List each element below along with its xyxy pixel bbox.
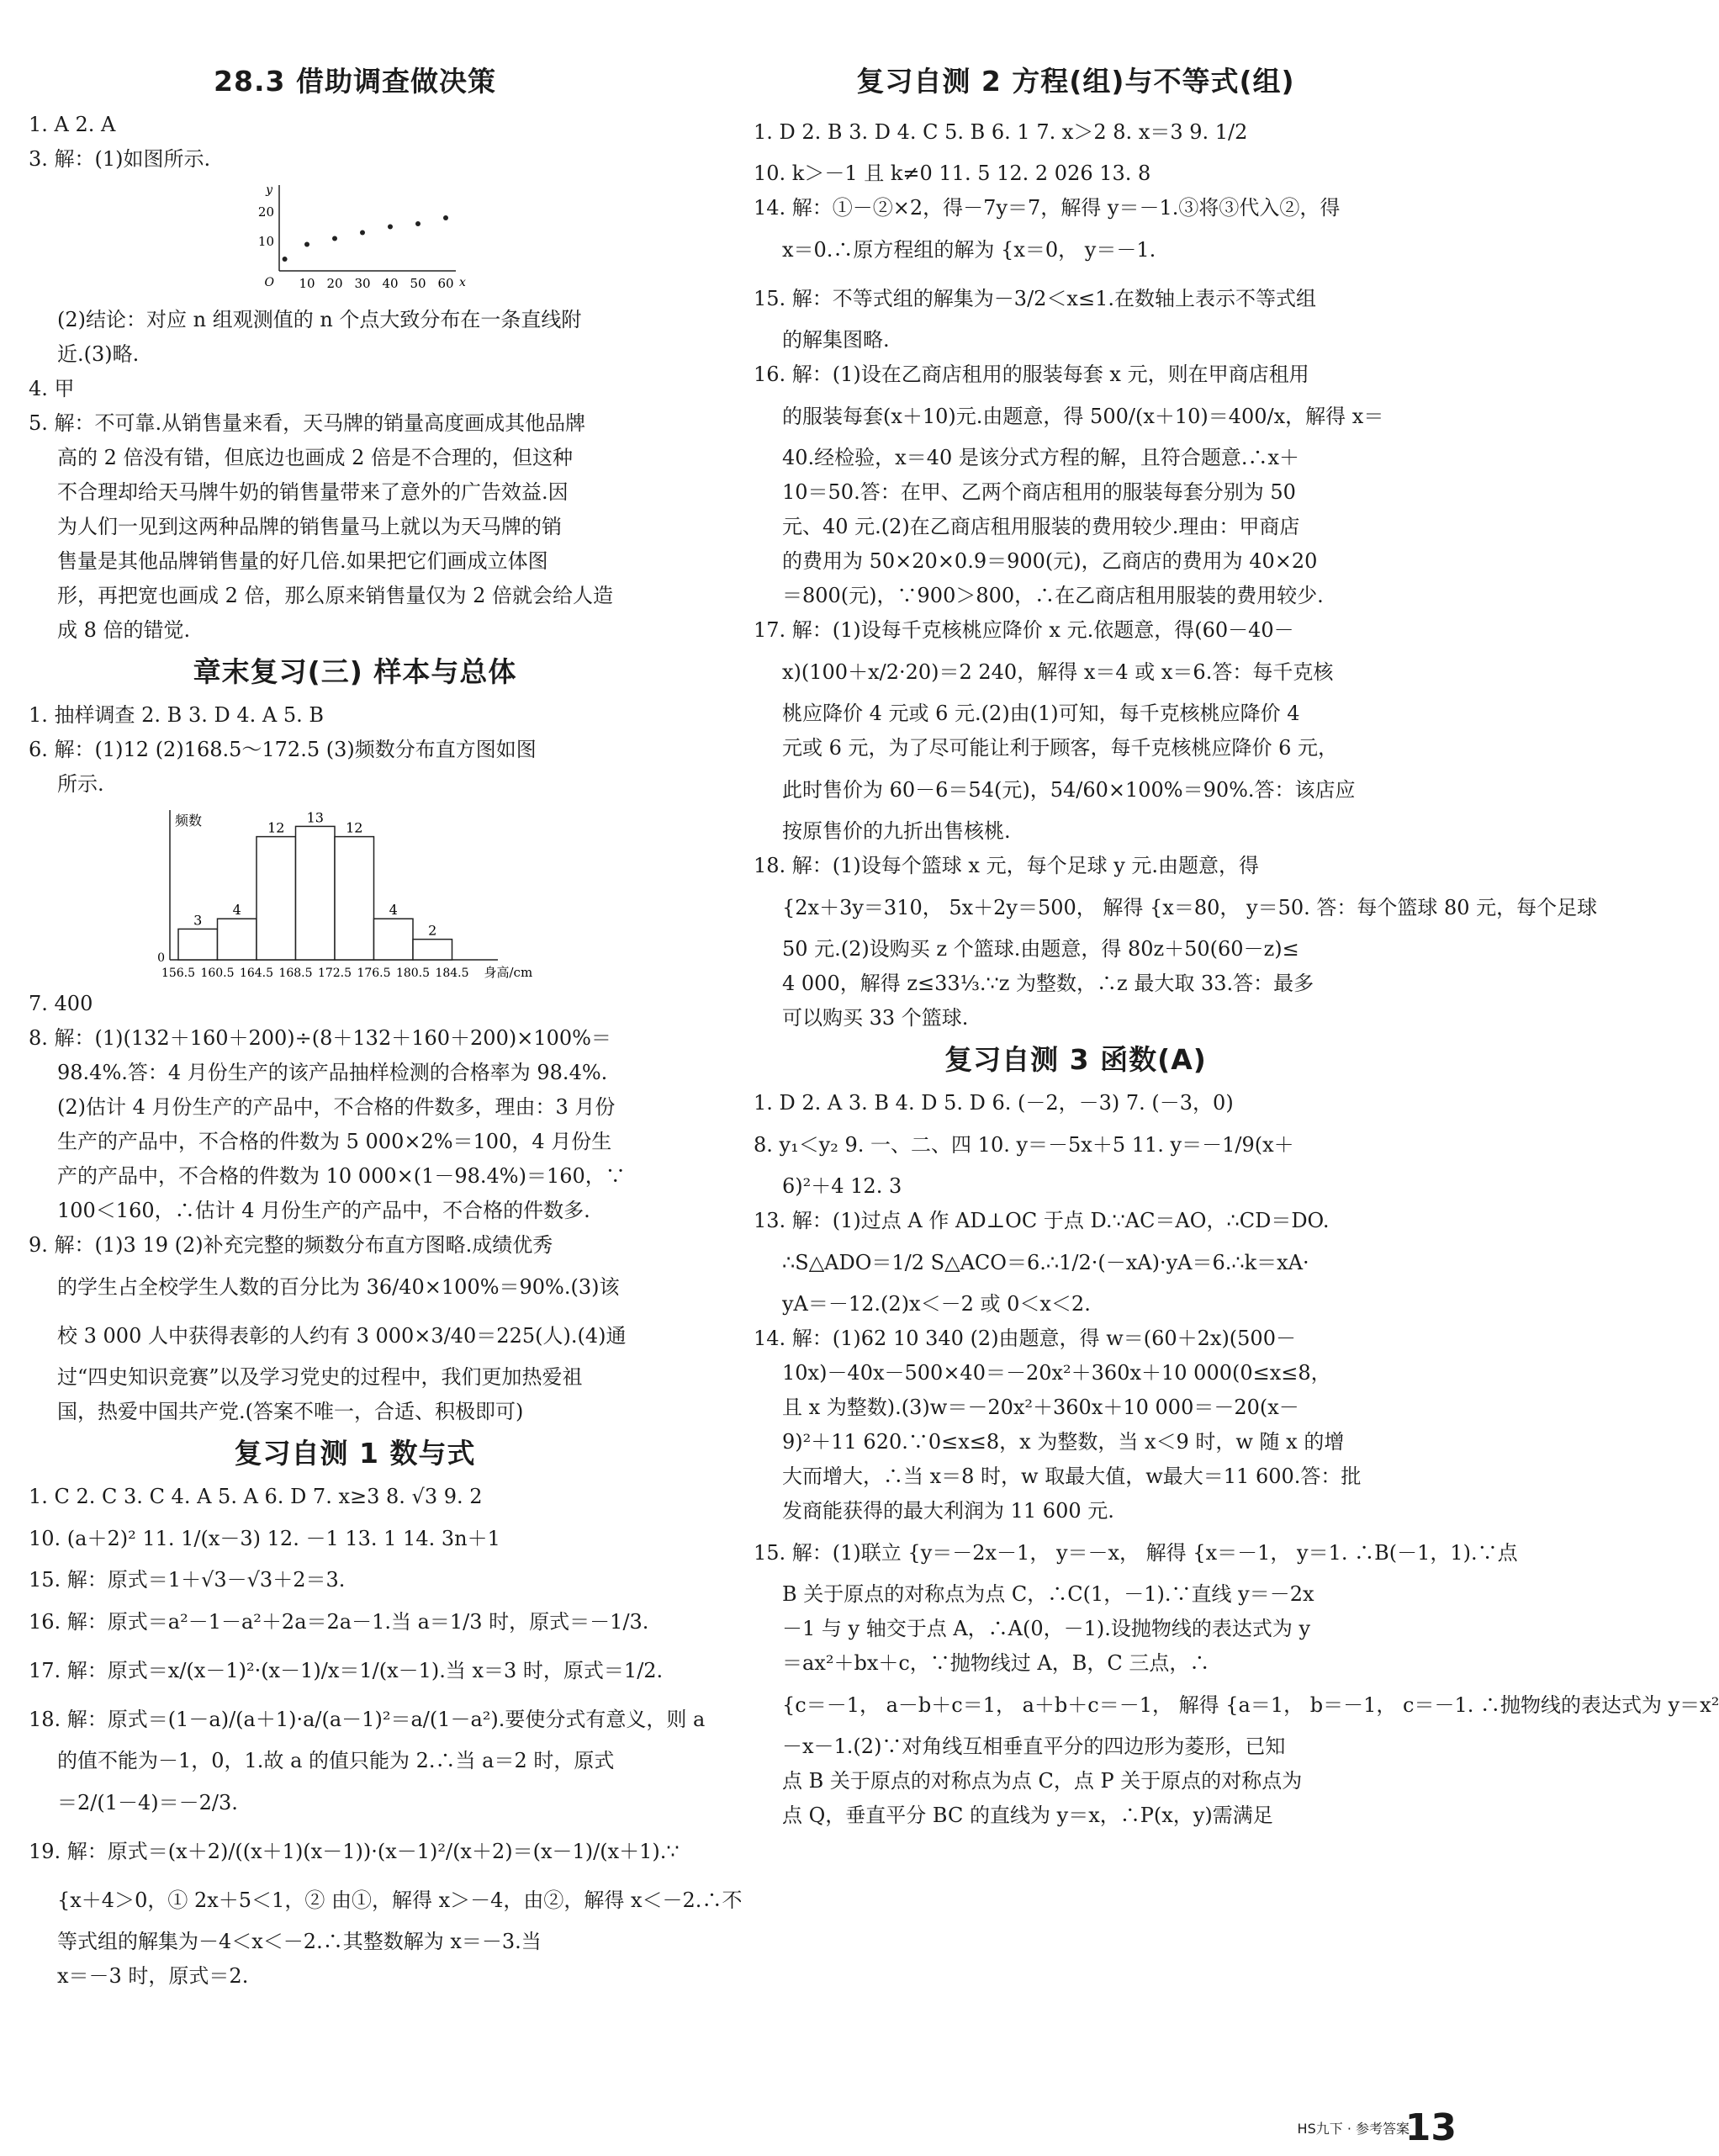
answer-line: (2)估计 4 月份生产的产品中，不合格的件数多，理由：3 月份 [57,1095,616,1119]
answer-line: 1. D 2. A 3. B 4. D 5. D 6. (－2，－3) 7. (－3，0) [754,1091,1234,1115]
scatter-point [304,242,309,247]
answer-line: 100＜160，∴估计 4 月份生产的产品中，不合格的件数多. [57,1199,590,1222]
x-tick-label: 156.5 [161,967,196,980]
section-title: 章末复习(三) 样本与总体 [193,655,517,688]
answer-line: {2x＋3y＝310， 5x＋2y＝500， 解得 {x＝80， y＝50. 答：每个篮球 80 元，每个足球 [782,896,1598,919]
answer-line: ∴S△ADO＝1/2 S△ACO＝6.∴1/2·(－xA)·yA＝6.∴k＝xA· [782,1251,1309,1274]
x-axis-label: 身高/cm [484,965,533,980]
x-tick-label: 164.5 [239,967,274,980]
answer-line: ＝800(元)，∵900＞800，∴在乙商店租用服装的费用较少. [782,584,1324,607]
answer-line: 14. 解：(1)62 10 340 (2)由题意，得 w＝(60＋2x)(500－ [754,1327,1296,1350]
answer-line: 1. 抽样调查 2. B 3. D 4. A 5. B [29,703,324,727]
answer-line: 10. (a＋2)² 11. 1/(x－3) 12. －1 13. 1 14. 3n＋1 [29,1527,500,1550]
answer-line: 6. 解：(1)12 (2)168.5～172.5 (3)频数分布直方图如图 [29,738,537,761]
answer-line: 4 000，解得 z≤33⅓.∵z 为整数，∴z 最大取 33.答：最多 [782,972,1314,995]
scatter-point [283,257,288,262]
answer-line: x)(100＋x/2·20)＝2 240，解得 x＝4 或 x＝6.答：每千克核 [782,660,1334,684]
answer-line: 不合理却给天马牌牛奶的销售量带来了意外的广告效益.因 [57,480,569,504]
answer-line: 17. 解：(1)设每千克核桃应降价 x 元.依题意，得(60－40－ [754,618,1294,642]
answer-line: 过“四史知识竞赛”以及学习党史的过程中，我们更加热爱祖 [57,1365,583,1389]
answer-line: yA＝－12.(2)x＜－2 或 0＜x＜2. [782,1292,1091,1316]
left-column [29,57,743,1994]
answer-line: －1 与 y 轴交于点 A，∴A(0，－1).设抛物线的表达式为 y [782,1617,1311,1640]
x-tick-label: 40 [382,276,399,291]
y-axis-label: 频数 [175,813,203,829]
answer-line: 16. 解：原式＝a²－1－a²＋2a＝2a－1.当 a＝1/3 时，原式＝－1/3. [29,1610,649,1634]
answer-line: 14. 解：①－②×2，得－7y＝7，解得 y＝－1.③将③代入②，得 [754,196,1341,220]
x-tick-label: 180.5 [395,967,431,980]
bar-value-label: 12 [346,819,363,836]
bar-value-label: 4 [232,902,241,919]
answer-line: 50 元.(2)设购买 z 个篮球.由题意，得 80z＋50(60－z)≤ [782,937,1299,961]
answer-line: －x－1.(2)∵对角线互相垂直平分的四边形为菱形，已知 [782,1735,1286,1758]
answer-line: 15. 解：原式＝1＋√3－√3＋2＝3. [29,1568,346,1592]
answer-line: 1. D 2. B 3. D 4. C 5. B 6. 1 7. x＞2 8. x＝3 9. 1/2 [754,120,1248,144]
section-title: 复习自测 1 数与式 [234,1437,476,1470]
answer-line: 大而增大，∴当 x＝8 时，w 取最大值，w最大＝11 600.答：批 [782,1465,1362,1488]
page-number: 13 [1404,2106,1457,2149]
left-text-a [29,61,681,177]
answer-line: x＝0.∴原方程组的解为 {x＝0， y＝－1. [782,238,1156,262]
scatter-chart [29,177,681,303]
x-tick-label: 160.5 [200,967,235,980]
y-axis-label: y [266,183,272,197]
answer-line: 的值不能为－1，0，1.故 a 的值只能为 2.∴当 a＝2 时，原式 [57,1749,615,1772]
answer-line: 桃应降价 4 元或 6 元.(2)由(1)可知，每千克核桃应降价 4 [782,702,1300,725]
answer-line: 所示. [57,772,104,796]
answer-line: 8. 解：(1)(132＋160＋200)÷(8＋132＋160＋200)×100%＝ [29,1026,611,1050]
answer-line: 的费用为 50×20×0.9＝900(元)，乙商店的费用为 40×20 [782,549,1318,573]
section-title: 复习自测 3 函数(A) [944,1043,1207,1076]
histogram-bar [374,919,414,960]
answer-line: 点 Q，垂直平分 BC 的直线为 y＝x，∴P(x，y)需满足 [782,1804,1273,1827]
histogram-bar [178,929,218,960]
x-tick-label: 20 [326,276,343,291]
bar-value-label: 2 [428,922,437,939]
answer-line: 98.4%.答：4 月份生产的该产品抽样检测的合格率为 98.4%. [57,1061,608,1084]
right-column [754,57,1719,1833]
answer-line: x＝－3 时，原式＝2. [57,1964,249,1988]
answer-line: 18. 解：(1)设每个篮球 x 元，每个足球 y 元.由题意，得 [754,854,1260,877]
histogram-bar [413,940,452,960]
answer-line: 产的产品中，不合格的件数为 10 000×(1－98.4%)＝160，∵ [57,1164,626,1188]
answer-line: 6)²＋4 12. 3 [782,1174,902,1198]
answer-line: 4. 甲 [29,377,75,400]
answer-line: (2)结论：对应 n 组观测值的 n 个点大致分布在一条直线附 [57,308,582,331]
answer-line: 8. y₁＜y₂ 9. 一、二、四 10. y＝－5x＋5 11. y＝－1/9(x＋ [754,1133,1294,1157]
answer-line: 15. 解：(1)联立 {y＝－2x－1， y＝－x， 解得 {x＝－1， y＝1. ∴B(－1，1).∵点 [754,1541,1518,1565]
x-tick-label: 60 [437,276,454,291]
right-text [754,61,1719,1833]
answer-line: 售量是其他品牌销售量的好几倍.如果把它们画成立体图 [57,549,548,573]
bar-value-label: 4 [389,902,398,919]
scatter-point [415,221,420,226]
answer-line: 9. 解：(1)3 19 (2)补充完整的频数分布直方图略.成绩优秀 [29,1233,553,1257]
answer-line: 10x)－40x－500×40＝－20x²＋360x＋10 000(0≤x≤8， [782,1361,1331,1385]
scatter-point [388,225,393,230]
footer-text: HS九下 · 参考答案 [1297,2121,1410,2137]
answer-line: 10＝50.答：在甲、乙两个商店租用的服装每套分别为 50 [782,480,1296,504]
answer-line: 的学生占全校学生人数的百分比为 36/40×100%＝90%.(3)该 [57,1275,620,1299]
answer-line: 13. 解：(1)过点 A 作 AD⊥OC 于点 D.∵AC＝AO，∴CD＝DO. [754,1209,1330,1232]
answer-line: ＝2/(1－4)＝－2/3. [57,1791,238,1814]
answer-line: 国，热爱中国共产党.(答案不唯一，合适、积极即可) [57,1400,524,1423]
x-tick-label: 30 [354,276,371,291]
y-tick-label: 20 [257,204,274,220]
scatter-point [443,215,448,220]
answer-line: 元、40 元.(2)在乙商店租用服装的费用较少.理由：甲商店 [782,515,1300,538]
bar-value-label: 12 [267,819,285,836]
answer-line: 3. 解：(1)如图所示. [29,147,211,171]
answer-line: 15. 解：不等式组的解集为－3/2＜x≤1.在数轴上表示不等式组 [754,287,1316,310]
answer-line: 10. k＞－1 且 k≠0 11. 5 12. 2 026 13. 8 [754,162,1151,185]
section-title: 复习自测 2 方程(组)与不等式(组) [856,65,1295,98]
answer-line: 高的 2 倍没有错，但底边也画成 2 倍是不合理的，但这种 [57,446,574,469]
answer-line: 形，再把宽也画成 2 倍，那么原来销售量仅为 2 倍就会给人造 [57,584,614,607]
origin-label: O [264,276,274,289]
answer-line: 生产的产品中，不合格的件数为 5 000×2%＝100，4 月份生 [57,1130,612,1153]
left-text-c [29,987,743,1994]
answer-line: 等式组的解集为－4＜x＜－2.∴其整数解为 x＝－3.当 [57,1930,542,1953]
left-text-b [29,303,681,802]
bar-value-label: 3 [193,912,203,929]
scatter-figure [29,177,681,303]
answer-line: 此时售价为 60－6＝54(元)，54/60×100%＝90%.答：该店应 [782,778,1356,802]
answer-line: 近.(3)略. [57,342,140,366]
answer-line: 5. 解：不可靠.从销售量来看，天马牌的销量高度画成其他品牌 [29,411,586,435]
answer-line: {c＝－1， a－b＋c＝1， a＋b＋c＝－1， 解得 {a＝1， b＝－1， c＝－1. ∴抛物线的表达式为 y＝x² [782,1693,1719,1717]
x-tick-label: 10 [299,276,315,291]
histogram-bar [335,837,374,960]
answer-line: 元或 6 元，为了尽可能让利于顾客，每千克核桃应降价 6 元， [782,736,1339,760]
answer-line: 19. 解：原式＝(x＋2)/((x＋1)(x－1))·(x－1)²/(x＋2)＝(x－1)/(x＋1).∵ [29,1840,680,1863]
y-tick-label: 10 [257,234,274,249]
answer-line: 点 B 关于原点的对称点为点 C，点 P 关于原点的对称点为 [782,1769,1303,1793]
answer-line: 1. A 2. A [29,113,116,136]
answer-line: 为人们一见到这两种品牌的销售量马上就以为天马牌的销 [57,515,562,538]
answer-line: 18. 解：原式＝(1－a)/(a＋1)·a/(a－1)²＝a/(1－a²).要使分式有意义，则 a [29,1708,706,1731]
answer-line: 9)²＋11 620.∵0≤x≤8，x 为整数，当 x＜9 时，w 随 x 的增 [782,1430,1345,1454]
scatter-point [332,236,337,241]
x-tick-label: 168.5 [278,967,313,980]
x-tick-label: 172.5 [317,967,352,980]
answer-line: 校 3 000 人中获得表彰的人约有 3 000×3/40＝225(人).(4)通 [57,1324,627,1348]
histogram-bar [296,826,336,960]
answer-line: 的服装每套(x＋10)元.由题意，得 500/(x＋10)＝400/x，解得 x＝ [782,405,1384,428]
x-axis-label: x [459,276,466,289]
answer-line: 按原售价的九折出售核桃. [782,819,1011,843]
answer-line: 可以购买 33 个篮球. [782,1006,969,1030]
histogram-bar [257,837,296,960]
x-tick-label: 184.5 [435,967,469,980]
answer-line: 17. 解：原式＝x/(x－1)²·(x－1)/x＝1/(x－1).当 x＝3 时，原式＝1/2. [29,1659,664,1682]
origin-label: 0 [157,951,165,965]
histogram-chart [29,802,681,987]
x-tick-label: 176.5 [357,967,391,980]
answer-line: 40.经检验，x＝40 是该分式方程的解，且符合题意.∴x＋ [782,446,1300,469]
answer-line: 1. C 2. C 3. C 4. A 5. A 6. D 7. x≥3 8. √3 9. 2 [29,1485,483,1508]
answer-line: B 关于原点的对称点为点 C，∴C(1，－1).∵直线 y＝－2x [782,1582,1314,1606]
section-title: 28.3 借助调查做决策 [214,65,496,98]
answer-line: ＝ax²＋bx＋c，∵抛物线过 A，B，C 三点，∴ [782,1651,1210,1675]
bar-value-label: 13 [306,809,324,826]
answer-line: 发商能获得的最大利润为 11 600 元. [782,1499,1114,1523]
histogram-bar [218,919,257,960]
answer-line: 16. 解：(1)设在乙商店租用的服装每套 x 元，则在甲商店租用 [754,363,1309,386]
answer-line: 7. 400 [29,992,93,1015]
histogram-figure [29,802,681,987]
scatter-point [360,230,365,236]
answer-line: 成 8 倍的错觉. [57,618,191,642]
x-tick-label: 50 [410,276,426,291]
answer-line: 且 x 为整数).(3)w＝－20x²＋360x＋10 000＝－20(x－ [782,1396,1299,1419]
answer-line: 的解集图略. [782,328,890,352]
answer-line: {x＋4＞0，① 2x＋5＜1，② 由①，解得 x＞－4，由②，解得 x＜－2.∴不 [57,1888,743,1912]
